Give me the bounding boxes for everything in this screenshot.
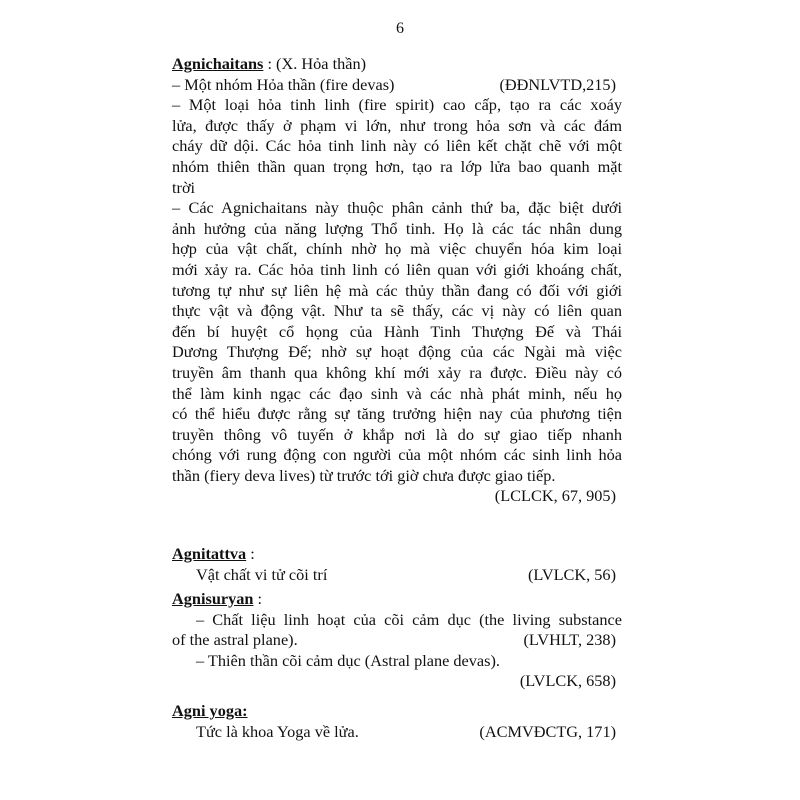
entry-term: Agnisuryan: [172, 589, 254, 608]
entry-agnitattva: [172, 544, 622, 585]
definition-line: [172, 630, 622, 651]
reference: (LVLCK, 56): [527, 564, 616, 584]
definition-line: [172, 565, 622, 586]
definition-line: – Chất liệu linh hoạt của cõi cảm dục (the living substance: [196, 609, 622, 629]
entry-agnisuryan: [172, 589, 622, 692]
entry-term-note: : (X. Hỏa thần): [263, 54, 367, 73]
paragraph-line: tương tự như sự liên hệ mà các thủy thần đang có đối với giới: [172, 280, 622, 300]
paragraph-line: đến bí huyệt cổ họng của Hành Tinh Thượng Đế và Thái: [172, 321, 622, 341]
definition-line: [172, 722, 622, 743]
paragraph-line: thể làm kinh ngạc các đạo sinh và các nhà phát minh, nếu họ: [172, 383, 622, 403]
definition-text: Tức là khoa Yoga về lửa.: [196, 721, 359, 741]
paragraph-line: có thể hiểu được rằng sự tăng trưởng hiện nay của phương tiện: [172, 404, 622, 424]
paragraph-line: chóng với rung động con người của một nhóm các sinh linh hỏa: [172, 445, 622, 465]
reference: (ĐĐNLVTD,215): [499, 74, 616, 94]
reference: (LCLCK, 67, 905): [494, 486, 616, 506]
paragraph-line: trời: [172, 177, 196, 197]
paragraph-line: ảnh hưởng của năng lượng Thổ tinh. Họ là các tác nhân dung: [172, 218, 622, 238]
entry-agnichaitans: [172, 54, 622, 507]
page-number: 6: [396, 20, 404, 37]
definition-line: – Thiên thần cõi cảm dục (Astral plane devas).: [196, 650, 500, 670]
paragraph-line: truyền thông vô tuyến ở khắp nơi là do sự giao tiếp nhanh: [172, 424, 622, 444]
entry-term: Agnichaitans: [172, 54, 264, 73]
entry-term-note: :: [253, 589, 263, 608]
entry-agni-yoga: [172, 701, 622, 742]
definition-text: of the astral plane).: [172, 630, 298, 650]
entry-term-note: :: [246, 544, 255, 563]
paragraph-line: thực vật và động vật. Như ta sẽ thấy, các vị này có liên quan: [172, 301, 622, 321]
entry-heading-line: [172, 544, 622, 565]
paragraph-line: – Các Agnichaitans này thuộc phân cảnh thứ ba, đặc biệt dưới: [172, 198, 622, 218]
paragraph-line: cháy dữ dội. Các hỏa tinh linh này có liên kết chặt chẽ với một: [172, 136, 622, 156]
paragraph-line: truyền âm thanh qua không khí mới xảy ra được. Điều này có: [172, 362, 622, 382]
entry-heading-line: [172, 701, 622, 722]
reference: (LVLCK, 658): [519, 671, 616, 691]
definition-line: [172, 75, 622, 96]
paragraph-line: Dương Thượng Đế; nhờ sự hoạt động của các Ngài mà việc: [172, 342, 622, 362]
paragraph-line: – Một loại hỏa tinh linh (fire spirit) cao cấp, tạo ra các xoáy: [172, 95, 622, 115]
entry-heading-line: [172, 589, 622, 610]
entry-heading-line: [172, 54, 622, 75]
paragraph-line: hợp của vật chất, chính nhờ họ mà việc chuyển hóa kim loại: [172, 239, 622, 259]
definition-text: – Một nhóm Hỏa thần (fire devas): [172, 74, 395, 94]
entry-term: Agnitattva: [172, 544, 247, 563]
paragraph-line: mới xảy ra. Các hỏa tinh linh có liên quan với giới khoáng chất,: [172, 259, 622, 279]
reference: (ACMVĐCTG, 171): [479, 721, 616, 741]
definition-text: Vật chất vi tử cõi trí: [196, 564, 328, 584]
paragraph-line: lửa, được thấy ở phạm vi lớn, như trong hỏa sơn và các đám: [172, 115, 622, 135]
reference: (LVHLT, 238): [523, 630, 616, 650]
paragraph-line: nhóm thiên thần quan trọng hơn, tạo ra lớp lửa bao quanh mặt: [172, 156, 622, 176]
paragraph-line: thần (fiery deva lives) từ trước tới giờ chưa được giao tiếp.: [172, 465, 556, 485]
entry-term: Agni yoga:: [172, 701, 248, 720]
